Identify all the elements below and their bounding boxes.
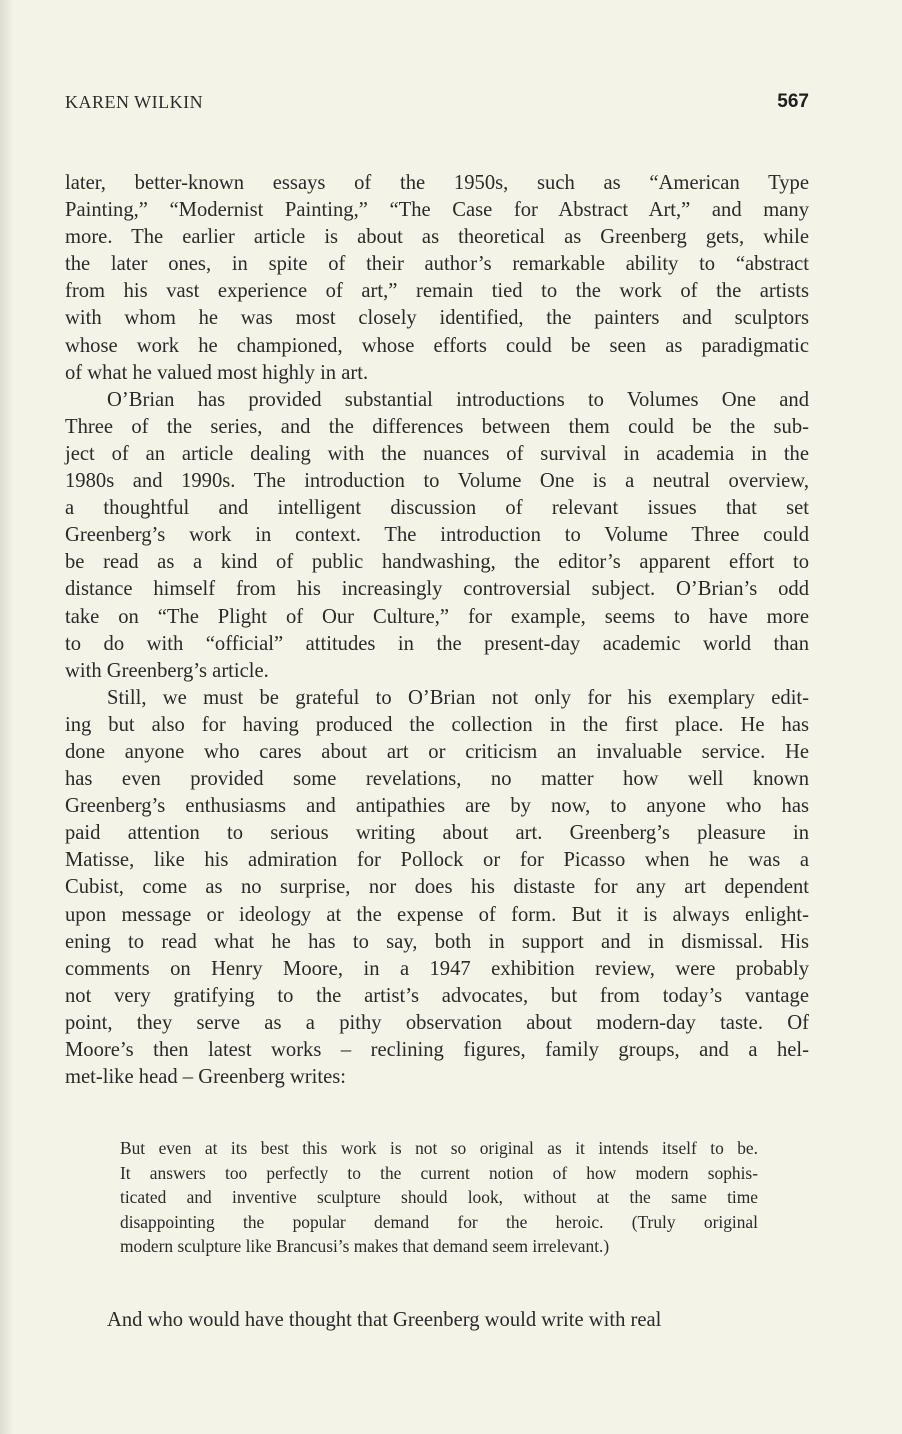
paragraph-2-line-3: ject of an article dealing with the nuances of survival in academia in the bbox=[65, 442, 809, 465]
quote-line-2: It answers too perfectly to the current notion of how modern sophis- bbox=[120, 1162, 758, 1183]
paragraph-1-line-1: later, better-known essays of the 1950s, such as “American Type bbox=[65, 172, 809, 194]
paragraph-1-line-3: more. The earlier article is about as theoretical as Greenberg gets, while bbox=[65, 226, 809, 249]
paragraph-2-line-6: Greenberg’s work in context. The introduction to Volume Three could bbox=[65, 524, 809, 547]
paragraph-2-line-10: to do with “official” attitudes in the present-day academic world than bbox=[65, 632, 809, 655]
paragraph-1-line-8: of what he valued most highly in art. bbox=[65, 361, 369, 384]
block-quote bbox=[120, 1136, 758, 1259]
paragraph-2-line-11: with Greenberg’s article. bbox=[65, 659, 269, 682]
paragraph-3-line-12: not very gratifying to the artist’s advocates, but from today’s vantage bbox=[65, 984, 809, 1007]
page-number: 567 bbox=[777, 91, 809, 112]
paragraph-2-line-5: a thoughtful and intelligent discussion of relevant issues that set bbox=[65, 497, 809, 520]
quote-line-4: disappointing the popular demand for the heroic. (Truly original bbox=[120, 1211, 758, 1232]
paragraph-3-line-9: upon message or ideology at the expense of form. But it is always enlight- bbox=[65, 903, 809, 926]
page-gutter-shadow bbox=[0, 0, 14, 1434]
quote-line-1: But even at its best this work is not so original as it intends itself to be. bbox=[120, 1138, 758, 1158]
paragraph-3-line-3: done anyone who cares about art or criticism an invaluable service. He bbox=[65, 740, 809, 763]
paragraph-3-line-1: Still, we must be grateful to O’Brian not only for his exemplary edit- bbox=[107, 686, 809, 709]
paragraph-3-line-6: paid attention to serious writing about art. Greenberg’s pleasure in bbox=[65, 822, 809, 845]
paragraph-3-line-7: Matisse, like his admiration for Pollock or for Picasso when he was a bbox=[65, 849, 809, 872]
paragraph-1-line-4: the later ones, in spite of their author’s remarkable ability to “abstract bbox=[65, 253, 809, 276]
paragraph-1-line-7: whose work he championed, whose efforts could be seen as paradigmatic bbox=[65, 334, 809, 357]
closing-line-1: And who would have thought that Greenberg would write with real bbox=[107, 1309, 662, 1331]
paragraph-3-line-14: Moore’s then latest works – reclining figures, family groups, and a hel- bbox=[65, 1039, 809, 1061]
paragraph-2-line-7: be read as a kind of public handwashing, the editor’s apparent effort to bbox=[65, 551, 809, 574]
paragraph-3-line-13: point, they serve as a pithy observation about modern-day taste. Of bbox=[65, 1011, 809, 1034]
paragraph-1-line-2: Painting,” “Modernist Painting,” “The Case for Abstract Art,” and many bbox=[65, 199, 809, 222]
paragraph-2-line-9: take on “The Plight of Our Culture,” for example, seems to have more bbox=[65, 605, 809, 628]
body-text bbox=[65, 170, 809, 1091]
paragraph-3-line-5: Greenberg’s enthusiasms and antipathies are by now, to anyone who has bbox=[65, 795, 809, 818]
closing-paragraph bbox=[107, 1307, 809, 1334]
paragraph-3-line-8: Cubist, come as no surprise, nor does his distaste for any art dependent bbox=[65, 876, 809, 899]
paragraph-3-line-2: ing but also for having produced the collection in the first place. He has bbox=[65, 713, 809, 736]
paragraph-2-line-2: Three of the series, and the differences between them could be the sub- bbox=[65, 415, 809, 438]
paragraph-2-line-1: O’Brian has provided substantial introductions to Volumes One and bbox=[107, 388, 809, 411]
paragraph-2-line-8: distance himself from his increasingly controversial subject. O’Brian’s odd bbox=[65, 578, 809, 601]
quote-line-3: ticated and inventive sculpture should look, without at the same time bbox=[120, 1187, 758, 1208]
paragraph-3-line-10: ening to read what he has to say, both in support and in dismissal. His bbox=[65, 930, 809, 953]
paragraph-3-line-4: has even provided some revelations, no matter how well known bbox=[65, 768, 809, 791]
paragraph-3-line-11: comments on Henry Moore, in a 1947 exhibition review, were probably bbox=[65, 957, 809, 980]
running-head-author: KAREN WILKIN bbox=[65, 92, 204, 112]
paragraph-1-line-6: with whom he was most closely identified, the painters and sculptors bbox=[65, 307, 809, 330]
quote-line-5: modern sculpture like Brancusi’s makes that demand seem irrelevant.) bbox=[120, 1236, 610, 1257]
running-head bbox=[65, 91, 809, 113]
paragraph-1-line-5: from his vast experience of art,” remain tied to the work of the artists bbox=[65, 280, 809, 303]
paragraph-3-line-15: met-like head – Greenberg writes: bbox=[65, 1066, 346, 1089]
paragraph-2-line-4: 1980s and 1990s. The introduction to Volume One is a neutral overview, bbox=[65, 470, 809, 493]
